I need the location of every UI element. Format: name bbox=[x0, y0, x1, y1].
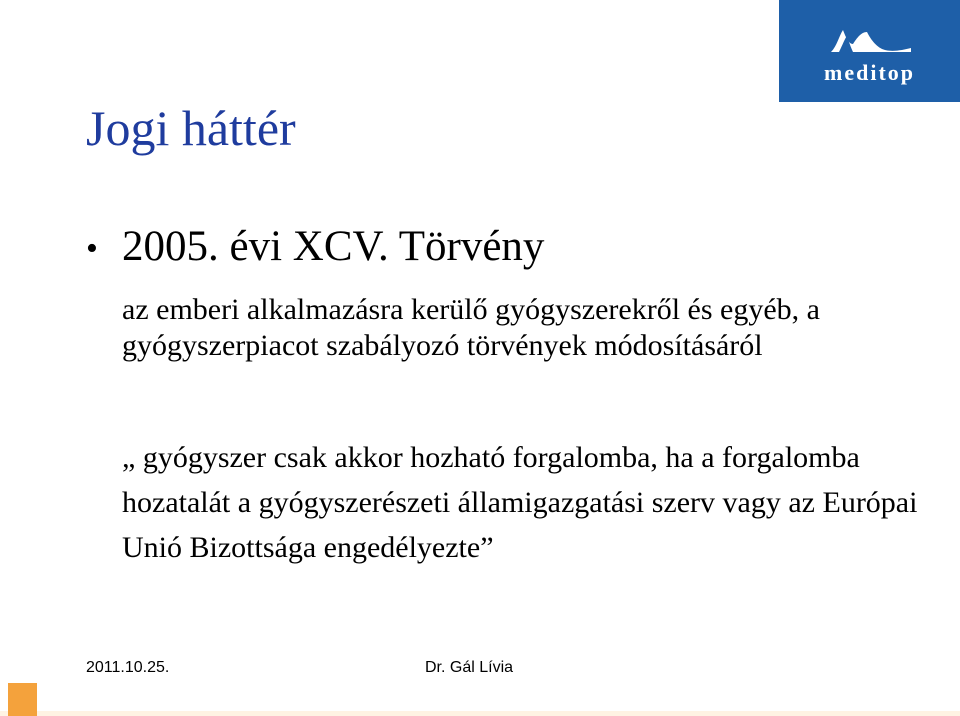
meditop-logo bbox=[779, 0, 960, 102]
footer-author: Dr. Gál Lívia bbox=[425, 659, 514, 676]
slide-title: Jogi háttér bbox=[86, 100, 296, 156]
bottom-accent-strip bbox=[0, 711, 960, 716]
meditop-mountain-icon bbox=[779, 0, 960, 102]
bullet-marker: • bbox=[86, 230, 98, 267]
logo-wordmark: meditop bbox=[824, 60, 915, 85]
law-title: 2005. évi XCV. Törvény bbox=[122, 223, 545, 270]
footer-date: 2011.10.25. bbox=[86, 659, 170, 676]
law-description: az emberi alkalmazásra kerülő gyógyszerekről és egyéb, a gyógyszerpiacot szabályozó törvények módosításáról bbox=[122, 293, 820, 362]
corner-accent-square bbox=[8, 683, 37, 716]
law-quote: „ gyógyszer csak akkor hozható forgalomba, ha a forgalomba hozatalát a gyógyszerészeti államigazgatási szerv vagy az Európai Unió Bizottsága engedélyezte” bbox=[122, 441, 918, 564]
